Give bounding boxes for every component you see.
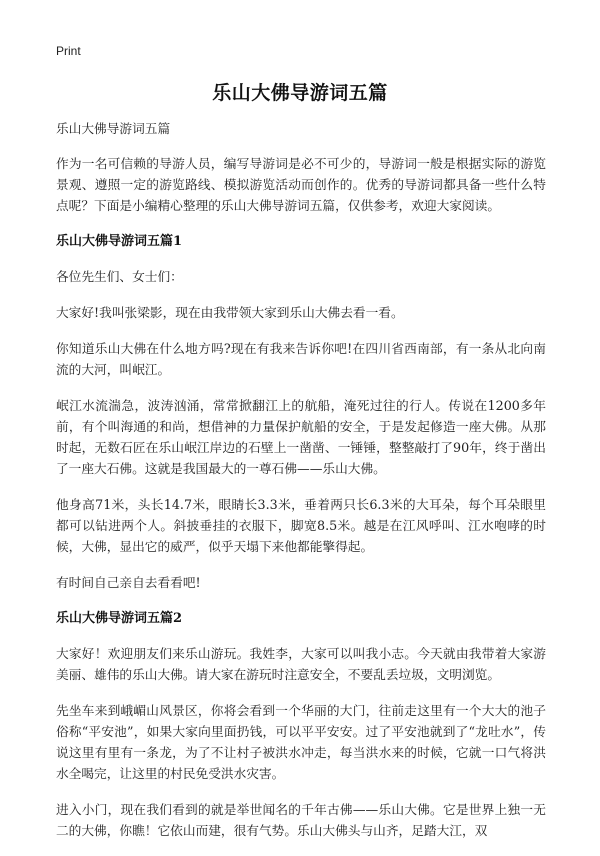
section-1-paragraph: 他身高71米，头长14.7米，眼睛长3.3米，垂着两只长6.3米的大耳朵，每个耳朵眼里都可以钻进两个人。斜披垂挂的衣服下，脚宽8.5米。越是在江风呼叫、江水咆哮的时候，大佛，显出它的威严，似乎天塌下来他都能擎得起。: [56, 497, 546, 554]
section-1-paragraph: 大家好!我叫张梁影，现在由我带领大家到乐山大佛去看一看。: [56, 305, 404, 320]
section-1-paragraph: 你知道乐山大佛在什么地方吗?现在有我来告诉你吧!在四川省西南部，有一条从北向南流的大河，叫岷江。: [56, 341, 546, 377]
section-1-paragraph: 有时间自己亲自去看看吧!: [56, 575, 201, 590]
section-1-paragraph: 各位先生们、女士们：: [56, 269, 183, 284]
section-2-paragraph: 进入小门，现在我们看到的就是举世闻名的千年古佛——乐山大佛。它是世界上独一无二的大佛，你瞧！它依山而建，很有气势。乐山大佛头与山齐，足踏大江，双: [56, 802, 546, 838]
section-2-heading: 乐山大佛导游词五篇2: [56, 611, 183, 626]
document-subtitle: 乐山大佛导游词五篇: [56, 121, 171, 136]
section-2-paragraph: 大家好！欢迎朋友们来乐山游玩。我姓李，大家可以叫我小志。今天就由我带着大家游美丽、雄伟的乐山大佛。请大家在游玩时注意安全，不要乱丢垃圾，文明浏览。: [56, 646, 546, 682]
document-title: 乐山大佛导游词五篇: [212, 82, 388, 104]
document-body: [56, 118, 546, 856]
section-1-paragraph: 岷江水流湍急，波涛汹涌，常常掀翻江上的航船，淹死过往的行人。传说在1200多年前，有个叫海通的和尚，想借神的力量保护航船的安全，于是发起修造一座大佛。从那时起，无数石匠在乐山岷江岸边的石壁上一凿凿、一锤锤，整整敲打了90年，终于凿出了一座大石佛。这就是我国最大的一尊石佛——乐山大佛。: [56, 398, 546, 476]
intro-paragraph: 作为一名可信赖的导游人员，编写导游词是必不可少的，导游词一般是根据实际的游览景观、遵照一定的游览路线、模拟游览活动而创作的。优秀的导游词都具备一些什么特点呢？下面是小编精心整理的乐山大佛导游词五篇，仅供参考，欢迎大家阅读。: [56, 156, 546, 213]
section-2-paragraph: 先坐车来到峨嵋山风景区，你将会看到一个华丽的大门，往前走这里有一个大大的池子俗称“平安池”，如果大家向里面扔钱，可以平平安安。过了平安池就到了“龙吐水”，传说这里有里有一条龙，为了不让村子被洪水冲走，每当洪水来的时候，它就一口气将洪水全喝完，让这里的村民免受洪水灾害。: [56, 703, 546, 781]
print-link[interactable]: Print: [56, 44, 81, 58]
section-1-heading: 乐山大佛导游词五篇1: [56, 234, 183, 249]
